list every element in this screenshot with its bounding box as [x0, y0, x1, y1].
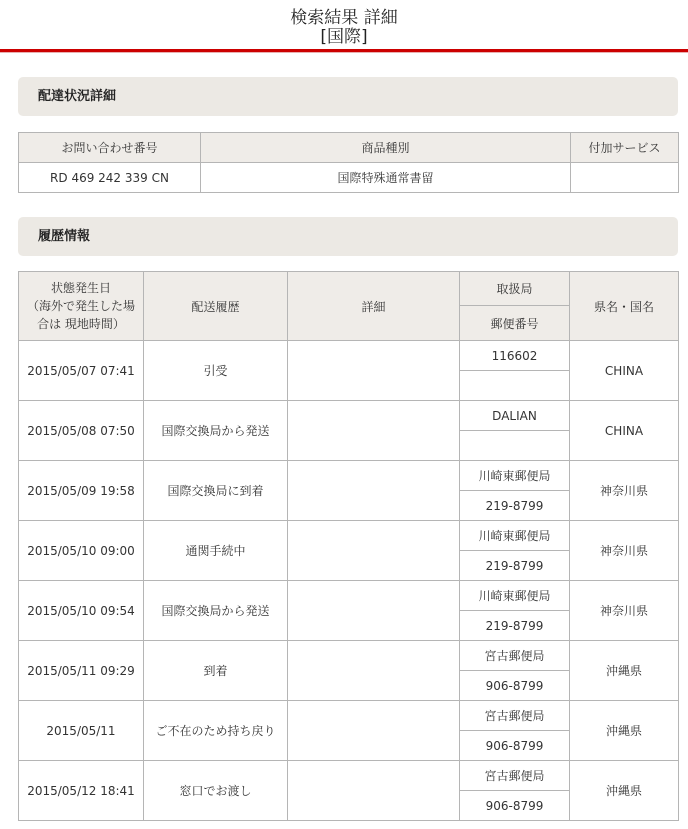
- history-table: [18, 271, 679, 821]
- office-cell: DALIAN: [460, 401, 570, 431]
- page-subtitle: [国際]: [320, 27, 368, 47]
- status-cell: 通関手続中: [144, 521, 288, 581]
- office-cell: 116602: [460, 341, 570, 371]
- detail-cell: [288, 581, 460, 641]
- history-row: [19, 341, 679, 371]
- header-item-type: 商品種別: [201, 133, 571, 163]
- history-row: [19, 701, 679, 731]
- office-cell: 宮古郵便局: [460, 701, 570, 731]
- region-cell: 神奈川県: [570, 521, 679, 581]
- header-date-line1: 状態発生日: [50, 281, 111, 295]
- header-postal-code: 郵便番号: [460, 306, 570, 341]
- postal-code-cell: [460, 431, 570, 461]
- date-cell: 2015/05/12 18:41: [19, 761, 144, 821]
- date-cell: 2015/05/10 09:54: [19, 581, 144, 641]
- page-title: 検索結果 詳細: [290, 8, 398, 28]
- region-cell: 沖縄県: [570, 641, 679, 701]
- office-cell: 川崎東郵便局: [460, 461, 570, 491]
- status-cell: ご不在のため持ち戻り: [144, 701, 288, 761]
- region-cell: CHINA: [570, 401, 679, 461]
- header-date-line2: （海外で発生した場: [26, 299, 135, 313]
- header-date-line3: 合は 現地時間）: [37, 317, 125, 331]
- status-cell: 国際交換局から発送: [144, 581, 288, 641]
- header-tracking-number: お問い合わせ番号: [19, 133, 201, 163]
- date-cell: 2015/05/09 19:58: [19, 461, 144, 521]
- history-row: [19, 461, 679, 491]
- postal-code-cell: 219-8799: [460, 611, 570, 641]
- date-cell: 2015/05/10 09:00: [19, 521, 144, 581]
- history-row: [19, 641, 679, 671]
- date-cell: 2015/05/11: [19, 701, 144, 761]
- detail-cell: [288, 761, 460, 821]
- header-region: 県名・国名: [570, 272, 679, 341]
- page-header: [0, 0, 688, 52]
- detail-cell: [288, 521, 460, 581]
- status-cell: 国際交換局から発送: [144, 401, 288, 461]
- additional-service-cell: [571, 163, 679, 193]
- tracking-number-cell: RD 469 242 339 CN: [19, 163, 201, 193]
- postal-code-cell: [460, 371, 570, 401]
- history-row: [19, 581, 679, 611]
- postal-code-cell: 219-8799: [460, 491, 570, 521]
- region-cell: 神奈川県: [570, 581, 679, 641]
- date-cell: 2015/05/11 09:29: [19, 641, 144, 701]
- history-row: [19, 521, 679, 551]
- postal-code-cell: 906-8799: [460, 671, 570, 701]
- office-cell: 宮古郵便局: [460, 641, 570, 671]
- header-office: 取扱局: [460, 272, 570, 306]
- history-rows: [19, 341, 679, 821]
- header-date: [19, 272, 144, 341]
- detail-cell: [288, 341, 460, 401]
- region-cell: 沖縄県: [570, 701, 679, 761]
- region-cell: CHINA: [570, 341, 679, 401]
- date-cell: 2015/05/08 07:50: [19, 401, 144, 461]
- region-cell: 沖縄県: [570, 761, 679, 821]
- header-detail: 詳細: [288, 272, 460, 341]
- status-cell: 窓口でお渡し: [144, 761, 288, 821]
- office-cell: 宮古郵便局: [460, 761, 570, 791]
- delivery-status-table: [18, 132, 679, 193]
- header-additional-service: 付加サービス: [571, 133, 679, 163]
- detail-cell: [288, 701, 460, 761]
- office-cell: 川崎東郵便局: [460, 581, 570, 611]
- postal-code-cell: 219-8799: [460, 551, 570, 581]
- header-history: 配送履歴: [144, 272, 288, 341]
- detail-cell: [288, 401, 460, 461]
- region-cell: 神奈川県: [570, 461, 679, 521]
- status-cell: 到着: [144, 641, 288, 701]
- postal-code-cell: 906-8799: [460, 731, 570, 761]
- office-cell: 川崎東郵便局: [460, 521, 570, 551]
- detail-cell: [288, 461, 460, 521]
- date-cell: 2015/05/07 07:41: [19, 341, 144, 401]
- history-section-header: 履歴情報: [18, 217, 678, 256]
- detail-cell: [288, 641, 460, 701]
- delivery-section-header: 配達状況詳細: [18, 77, 678, 116]
- history-row: [19, 401, 679, 431]
- item-type-cell: 国際特殊通常書留: [201, 163, 571, 193]
- history-row: [19, 761, 679, 791]
- status-cell: 国際交換局に到着: [144, 461, 288, 521]
- status-cell: 引受: [144, 341, 288, 401]
- postal-code-cell: 906-8799: [460, 791, 570, 821]
